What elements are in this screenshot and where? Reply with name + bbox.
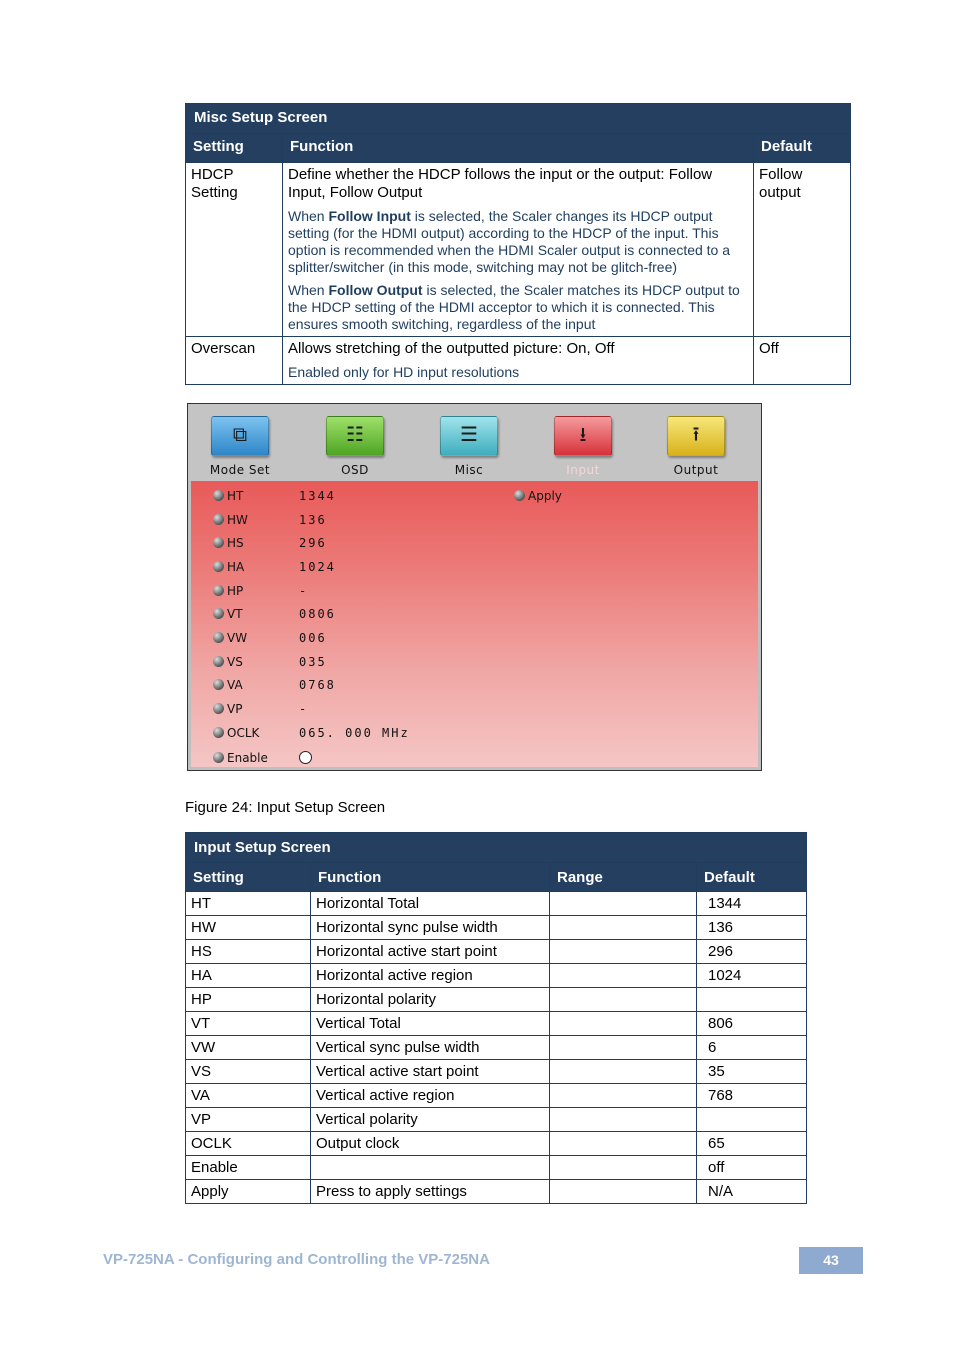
hdcp-setting: HDCP Setting (186, 163, 283, 337)
osd-row-hp[interactable]: HP - (213, 583, 308, 599)
overscan-note: Enabled only for HD input resolutions (288, 364, 520, 380)
osd-row-hw[interactable]: HW 136 (213, 512, 327, 528)
table-row: Apply Press to apply settings N/A (186, 1180, 807, 1204)
table-row: HP Horizontal polarity (186, 988, 807, 1012)
input-header-function: Function (311, 863, 550, 892)
osd-tab-input[interactable]: ⭳ Input (538, 416, 628, 477)
misc-row-overscan (186, 337, 851, 385)
input-setup-table (185, 832, 807, 1204)
footer-text: VP-725NA - Configuring and Controlling the VP-725NA (103, 1251, 490, 1268)
osd-row-vs[interactable]: VS 035 (213, 654, 327, 670)
osd-tab-output[interactable]: ⭱ Output (651, 416, 741, 477)
overscan-default: Off (754, 337, 851, 385)
misc-icon: ☰ (440, 416, 498, 456)
osd-tab-mode-set[interactable]: ⧉ Mode Set (195, 416, 285, 477)
bullet-icon (213, 703, 224, 714)
table-row: VA Vertical active region 768 (186, 1084, 807, 1108)
hdcp-default: Follow output (754, 163, 851, 337)
bullet-icon (213, 727, 224, 738)
osd-row-vt[interactable]: VT 0806 (213, 606, 336, 622)
table-row: VS Vertical active start point 35 (186, 1060, 807, 1084)
osd-row-va[interactable]: VA 0768 (213, 677, 336, 693)
table-row: HS Horizontal active start point 296 (186, 940, 807, 964)
bullet-icon (213, 490, 224, 501)
osd-row-ht[interactable]: HT 1344 (213, 488, 336, 504)
misc-header-setting: Setting (186, 134, 283, 163)
table-row: VT Vertical Total 806 (186, 1012, 807, 1036)
bullet-icon (213, 585, 224, 596)
table-row: Enable off (186, 1156, 807, 1180)
osd-row-ha[interactable]: HA 1024 (213, 559, 336, 575)
hdcp-note-follow-input: When Follow Input is selected, the Scaler changes its HDCP output setting (for the HDMI output) according to the HDCP of the input. This option is recommended when the HDMI Scaler output is connected to a splitter/switcher (in this mode, switching may not be glitch-free) (288, 208, 731, 275)
osd-row-vp[interactable]: VP - (213, 701, 308, 717)
input-header-default: Default (697, 863, 807, 892)
overscan-function: Allows stretching of the outputted picture: On, Off (288, 340, 615, 357)
osd-apply-button[interactable]: Apply (514, 489, 562, 503)
misc-header-default: Default (754, 134, 851, 163)
bullet-icon (514, 490, 525, 501)
page-number: 43 (799, 1247, 863, 1274)
enable-radio[interactable] (299, 751, 312, 764)
osd-tab-osd[interactable]: ☷ OSD (310, 416, 400, 477)
table-row: VW Vertical sync pulse width 6 (186, 1036, 807, 1060)
bullet-icon (213, 561, 224, 572)
input-header-range: Range (550, 863, 697, 892)
overscan-function-cell (283, 337, 754, 385)
bullet-icon (213, 632, 224, 643)
bullet-icon (213, 679, 224, 690)
input-header-setting: Setting (186, 863, 311, 892)
misc-header-function: Function (283, 134, 754, 163)
table-row: HT Horizontal Total 1344 (186, 892, 807, 916)
input-setup-osd-screenshot (187, 403, 762, 771)
osd-row-hs[interactable]: HS 296 (213, 535, 327, 551)
hdcp-function-cell (283, 163, 754, 337)
overscan-setting: Overscan (186, 337, 283, 385)
osd-row-oclk[interactable]: OCLK 065. 000 MHz (213, 725, 410, 741)
osd-row-vw[interactable]: VW 006 (213, 630, 327, 646)
bullet-icon (213, 608, 224, 619)
table-row: VP Vertical polarity (186, 1108, 807, 1132)
osd-input-panel (191, 481, 758, 767)
input-table-title: Input Setup Screen (186, 833, 807, 863)
bullet-icon (213, 537, 224, 548)
osd-tab-misc[interactable]: ☰ Misc (424, 416, 514, 477)
bullet-icon (213, 752, 224, 763)
misc-table-title: Misc Setup Screen (186, 104, 851, 134)
osd-icon: ☷ (326, 416, 384, 456)
osd-row-enable[interactable]: Enable (213, 750, 312, 766)
table-row: HW Horizontal sync pulse width 136 (186, 916, 807, 940)
misc-setup-table (185, 103, 851, 385)
osd-tab-bar (188, 404, 761, 481)
figure-caption: Figure 24: Input Setup Screen (185, 799, 386, 816)
mode-set-icon: ⧉ (211, 416, 269, 456)
bullet-icon (213, 514, 224, 525)
misc-row-hdcp (186, 163, 851, 337)
output-icon: ⭱ (667, 416, 725, 456)
table-row: OCLK Output clock 65 (186, 1132, 807, 1156)
input-icon: ⭳ (554, 416, 612, 456)
bullet-icon (213, 656, 224, 667)
hdcp-function: Define whether the HDCP follows the input or the output: Follow Input, Follow Output (288, 166, 713, 201)
table-row: HA Horizontal active region 1024 (186, 964, 807, 988)
hdcp-note-follow-output: When Follow Output is selected, the Scaler matches its HDCP output to the HDCP setting of the HDMI acceptor to which it is connected. This ensures smooth switching, regardless of the input (288, 282, 740, 332)
